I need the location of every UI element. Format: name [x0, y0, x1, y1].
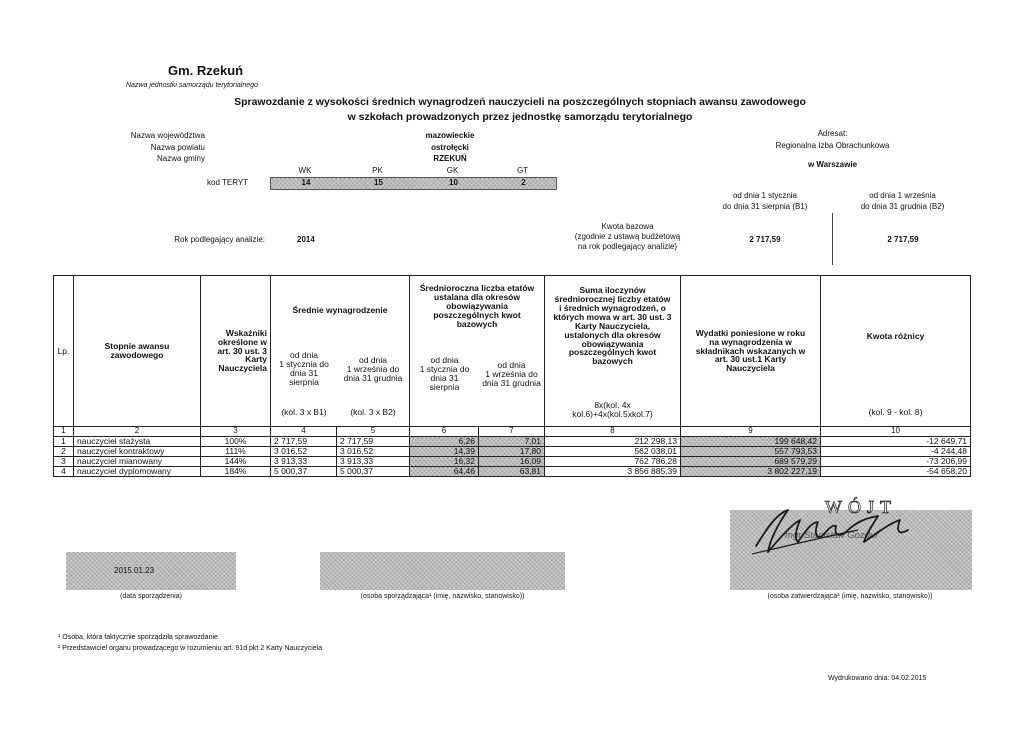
- cell-suma: 3 856 885,39: [545, 467, 681, 477]
- header-roznica: [821, 276, 971, 427]
- addressee-city: w Warszawie: [807, 160, 858, 169]
- cell-stopien: nauczyciel kontraktowy: [74, 447, 201, 457]
- label-gmina: Nazwa gminy: [156, 154, 205, 163]
- cell-roznica: -73 206,99: [821, 457, 971, 467]
- cell-lp: 3: [54, 457, 74, 467]
- year-label: Rok podlegający analizie:: [174, 235, 265, 244]
- cell-sr-b2: 5 000,37: [337, 467, 410, 477]
- footnotes: [58, 632, 322, 654]
- footnote-1: ¹ Osoba, która faktycznie sporządziła sprawozdanie.: [58, 634, 220, 641]
- label-wojewodztwo: Nazwa województwa: [130, 131, 205, 140]
- table-row: [54, 457, 971, 467]
- date-box: [66, 552, 236, 590]
- handwritten-signature: [748, 500, 948, 560]
- header-lp: Lp.: [54, 276, 74, 427]
- etaty-b1-label: od dnia 1 stycznia do dnia 31 sierpnia: [419, 355, 470, 392]
- cell-roznica: -54 658,20: [821, 467, 971, 477]
- date-value: 2015.01.23: [114, 566, 155, 575]
- cell-wydatki: 3 802 227,19: [681, 467, 821, 477]
- col-num-5: 5: [337, 427, 410, 437]
- location-values: [390, 130, 510, 165]
- kwota-bazowa-label: [555, 222, 700, 252]
- period-divider: [832, 213, 833, 265]
- cell-wydatki: 199 648,42: [681, 437, 821, 447]
- suma-formula: 8x(kol. 4x kol.6)+4x(kol.5xkol.7): [572, 400, 653, 419]
- value-wojewodztwo: mazowieckie: [425, 131, 475, 140]
- teryt-head-pk: PK: [372, 166, 383, 175]
- teryt-gk: 10: [449, 178, 458, 187]
- cell-roznica: -12 649,71: [821, 437, 971, 447]
- printed-date: Wydrukowano dnia: 04.02.2015: [828, 675, 927, 682]
- addressee-label: Adresat:: [817, 129, 848, 138]
- teryt-label: kod TERYT: [207, 178, 249, 187]
- period-b2-line1: od dnia 1 września: [869, 191, 936, 200]
- kwota-line2: (zgodnie z ustawą budżetową: [574, 232, 681, 241]
- header-wydatki: Wydatki poniesione w roku na wynagrodzenia w składnikach wskazanych w art. 30 ust.1 Karty Nauczyciela: [681, 276, 821, 427]
- cell-et-b1: 64,46: [410, 467, 479, 477]
- year-value: 2014: [297, 235, 315, 244]
- col-num-4: 4: [271, 427, 337, 437]
- kwota-b2-value: 2 717,59: [887, 235, 919, 244]
- cell-lp: 1: [54, 437, 74, 447]
- cell-suma: 562 038,01: [545, 447, 681, 457]
- table-row: [54, 467, 971, 477]
- salary-table: [53, 275, 971, 477]
- cell-stopien: nauczyciel stażysta: [74, 437, 201, 447]
- cell-stopien: nauczyciel dyplomowany: [74, 467, 201, 477]
- col-num-1: 1: [54, 427, 74, 437]
- table-row: [54, 447, 971, 457]
- cell-sr-b1: 2 717,59: [271, 437, 337, 447]
- cell-sr-b2: 3 913,33: [337, 457, 410, 467]
- roznica-formula: (kol. 9 - kol. 8): [868, 407, 923, 417]
- col-num-3: 3: [201, 427, 271, 437]
- cell-roznica: -4 244,48: [821, 447, 971, 457]
- gmina-name: Gm. Rzekuń: [168, 63, 244, 78]
- preparer-box: [320, 552, 565, 590]
- cell-et-b1: 6,26: [410, 437, 479, 447]
- cell-sr-b1: 5 000,37: [271, 467, 337, 477]
- col-num-2: 2: [74, 427, 201, 437]
- cell-wydatki: 689 579,29: [681, 457, 821, 467]
- cell-et-b2: 17,80: [479, 447, 545, 457]
- header-srednie: [271, 276, 410, 427]
- cell-wskaznik: 100%: [201, 437, 271, 447]
- label-powiat: Nazwa powiatu: [150, 142, 205, 152]
- srednie-b2-formula: (kol. 3 x B2): [350, 407, 396, 417]
- period-b1-line1: od dnia 1 stycznia: [732, 191, 798, 200]
- table-row: [54, 437, 971, 447]
- addressee-name: Regionalna Izba Obrachunkowa: [775, 140, 890, 150]
- teryt-head-gk: GK: [446, 166, 459, 175]
- period-b2-line2: do dnia 31 grudnia (B2): [860, 202, 945, 211]
- period-b2: [835, 190, 970, 212]
- cell-et-b1: 16,32: [410, 457, 479, 467]
- header-wskazniki: Wskaźniki określone w art. 30 ust. 3 Karty Nauczyciela: [201, 276, 271, 427]
- cell-sr-b2: 2 717,59: [337, 437, 410, 447]
- teryt-pk: 15: [374, 178, 383, 187]
- header-etaty: [410, 276, 545, 427]
- srednie-title: Średnie wynagrodzenie: [292, 305, 388, 315]
- column-number-row: [54, 427, 971, 437]
- etaty-b2-label: od dnia 1 września do dnia 31 grudnia: [482, 360, 541, 388]
- srednie-b1-formula: (kol. 3 x B1): [281, 407, 327, 417]
- cell-lp: 4: [54, 467, 74, 477]
- teryt-head-wk: WK: [298, 166, 312, 175]
- teryt-wk: 14: [301, 178, 311, 187]
- cell-sr-b1: 3 913,33: [271, 457, 337, 467]
- teryt-box: [270, 177, 557, 190]
- kwota-b1-value: 2 717,59: [749, 235, 781, 244]
- period-b1: [695, 190, 835, 212]
- etaty-title: Średnioroczna liczba etatów ustalana dla okresów obowiązywania poszczególnych kwot bazowych: [419, 283, 535, 329]
- col-num-6: 6: [410, 427, 479, 437]
- suma-title: Suma iloczynów średniorocznej liczby etatów i średnich wynagrodzeń, o których mowa w art. 30 ust. 3 Karty Nauczyciela, ustalonych dla okresów obowiązywania poszczególnych kwot bazowych: [553, 285, 672, 367]
- srednie-b1-label: od dnia 1 stycznia do dnia 31 sierpnia: [279, 350, 329, 387]
- cell-wskaznik: 144%: [201, 457, 271, 467]
- cell-sr-b2: 3 016,52: [337, 447, 410, 457]
- cell-sr-b1: 3 016,52: [271, 447, 337, 457]
- footnote-2: ² Przedstawiciel organu prowadzącego w rozumieniu art. 91d pkt 2 Karty Nauczyciela: [58, 645, 323, 652]
- kwota-line1: Kwota bazowa: [601, 222, 654, 231]
- cell-stopien: nauczyciel mianowany: [74, 457, 201, 467]
- roznica-title: Kwota różnicy: [866, 331, 925, 341]
- cell-wskaznik: 184%: [201, 467, 271, 477]
- table-header-row: [54, 276, 971, 427]
- report-title-line1: Sprawozdanie z wysokości średnich wynagrodzeń nauczycieli na poszczególnych stopniach awansu zawodowego: [234, 96, 806, 108]
- report-title-line2: w szkołach prowadzonych przez jednostkę samorządu terytorialnego: [347, 111, 693, 123]
- cell-suma: 762 786,28: [545, 457, 681, 467]
- cell-et-b2: 63,81: [479, 467, 545, 477]
- value-powiat: ostrołęcki: [431, 142, 469, 152]
- date-caption: (data sporządzenia): [120, 593, 182, 600]
- cell-et-b1: 14,39: [410, 447, 479, 457]
- srednie-b2-label: od dnia 1 września do dnia 31 grudnia: [343, 355, 403, 383]
- teryt-heads: [270, 166, 555, 176]
- gmina-sub-label: Nazwa jednostki samorządu terytorialnego: [126, 82, 258, 89]
- col-num-9: 9: [681, 427, 821, 437]
- period-b1-line2: do dnia 31 sierpnia (B1): [722, 202, 808, 211]
- cell-et-b2: 7,01: [479, 437, 545, 447]
- cell-et-b2: 16,09: [479, 457, 545, 467]
- teryt-head-gt: GT: [516, 166, 529, 175]
- col-num-10: 10: [821, 427, 971, 437]
- cell-lp: 2: [54, 447, 74, 457]
- stamp-name: mgr Stanisław Gozdur: [785, 530, 879, 541]
- header-stopnie: Stopnie awansu zawodowego: [74, 276, 201, 427]
- location-labels: [60, 130, 205, 165]
- stamp-title: WÓJT: [825, 497, 897, 517]
- preparer-caption: (osoba sporządzająca¹ (imię, nazwisko, stanowisko)): [360, 593, 525, 600]
- col-num-7: 7: [479, 427, 545, 437]
- header-suma: [545, 276, 681, 427]
- col-num-8: 8: [545, 427, 681, 437]
- cell-suma: 212 298,13: [545, 437, 681, 447]
- teryt-gt: 2: [521, 178, 526, 187]
- cell-wskaznik: 111%: [201, 447, 271, 457]
- value-gmina: RZEKUŃ: [433, 154, 467, 163]
- addressee-block: [740, 128, 925, 171]
- approver-caption: (osoba zatwierdzająca² (imię, nazwisko, stanowisko)): [767, 593, 933, 600]
- cell-wydatki: 557 793,53: [681, 447, 821, 457]
- kwota-line3: na rok podlegający analizie): [577, 242, 678, 251]
